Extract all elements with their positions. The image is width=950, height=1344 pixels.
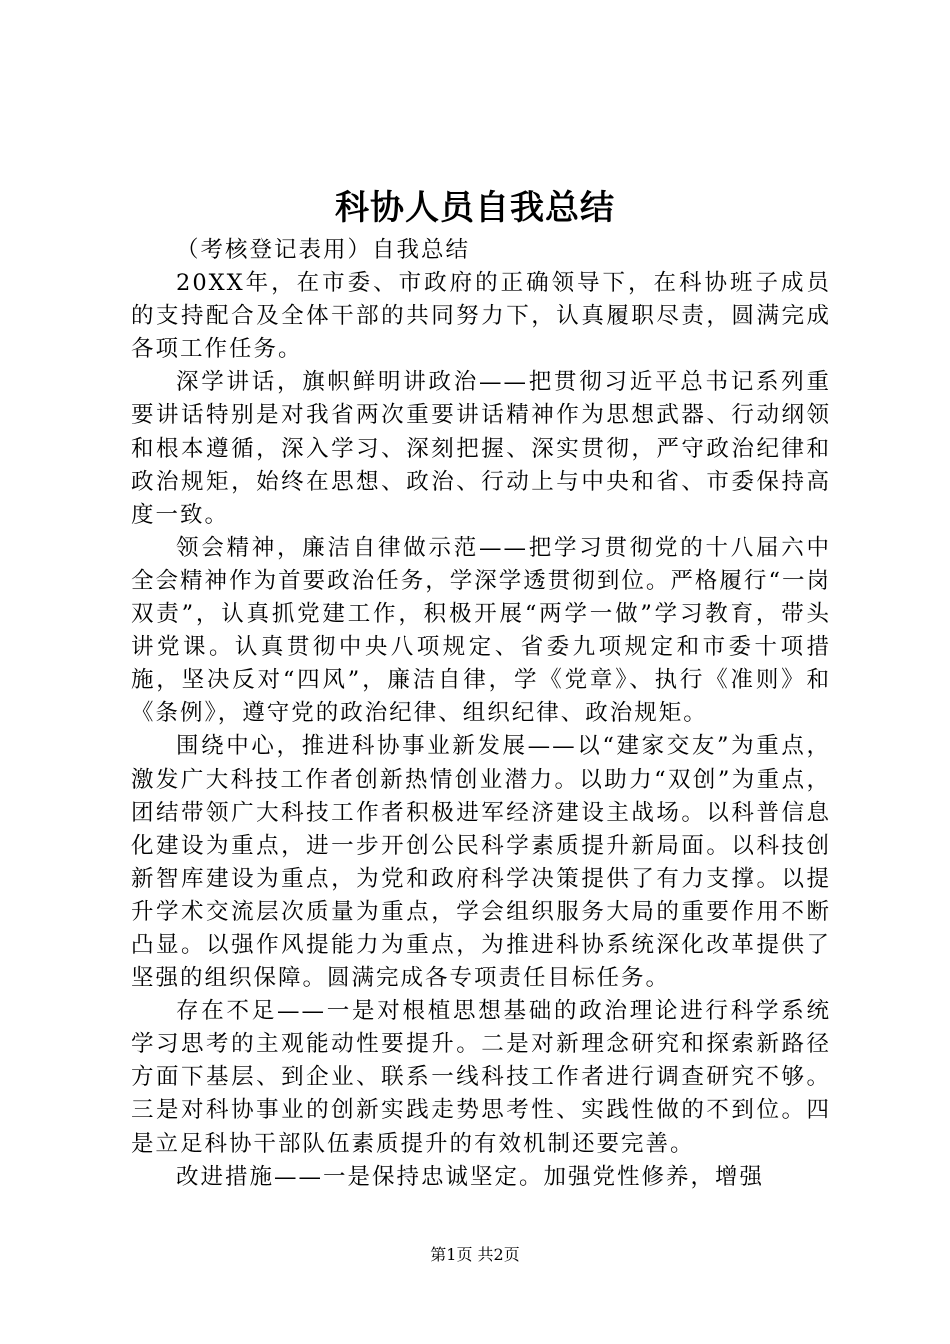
paragraph: （考核登记表用）自我总结 (176, 237, 471, 263)
paragraph: 存在不足——一是对根植思想基础的政治理论进行科学系统学习思考的主观能动性要提升。二是对新理念研究和探索新路径方面下基层、到企业、联系一线科技工作者进行调查研究不够。三是对科协事业的创新实践走势思考性、实践性做的不到位。四是立足科协干部队伍素质提升的有效机制还要完善。 (131, 998, 831, 1157)
paragraph: 深学讲话，旗帜鲜明讲政治——把贯彻习近平总书记系列重要讲话特别是对我省两次重要讲话精神作为思想武器、行动纲领和根本遵循，深入学习、深刻把握、深实贯彻，严守政治纪律和政治规矩，始终在思想、政治、行动上与中央和省、市委保持高度一致。 (131, 369, 831, 528)
paragraph: 领会精神，廉洁自律做示范——把学习贯彻党的十八届六中全会精神作为首要政治任务，学深学透贯彻到位。严格履行“一岗双责”，认真抓党建工作，积极开展“两学一做”学习教育，带头讲党课。认真贯彻中央八项规定、省委九项规定和市委十项措施，坚决反对“四风”，廉洁自律，学《党章》、执行《准则》和《条例》，遵守党的政治纪律、组织纪律、政治规矩。 (131, 534, 831, 727)
page-footer: 第1页 共2页 (430, 1245, 520, 1264)
paragraph: 20XX年，在市委、市政府的正确领导下，在科协班子成员的支持配合及全体干部的共同努力下，认真履职尽责，圆满完成各项工作任务。 (131, 270, 831, 363)
paragraph: 围绕中心，推进科协事业新发展——以“建家交友”为重点，激发广大科技工作者创新热情创业潜力。以助力“双创”为重点，团结带领广大科技工作者积极进军经济建设主战场。以科普信息化建设为重点，进一步开创公民科学素质提升新局面。以科技创新智库建设为重点，为党和政府科学决策提供了有力支撑。以提升学术交流层次质量为重点，学会组织服务大局的重要作用不断凸显。以强作风提能力为重点，为推进科协系统深化改革提供了坚强的组织保障。圆满完成各专项责任目标任务。 (131, 733, 831, 992)
document-title: 科协人员自我总结 (335, 188, 615, 228)
paragraph: 改进措施——一是保持忠诚坚定。加强党性修养，增强 (176, 1163, 765, 1190)
document-body (131, 234, 831, 1194)
